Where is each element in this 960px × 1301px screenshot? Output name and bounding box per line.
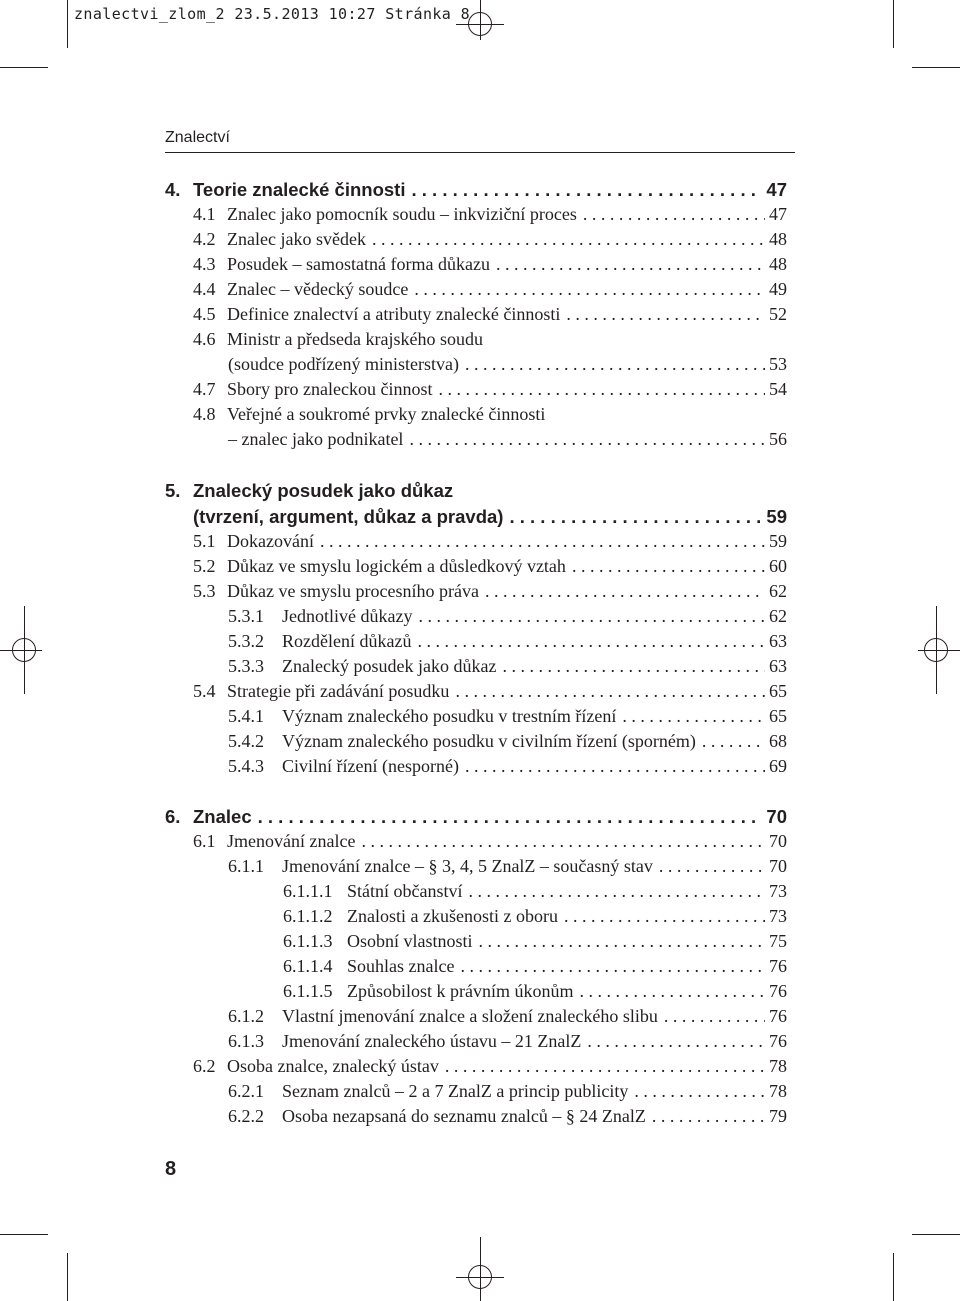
toc-title: Význam znaleckého posudku v civilním řízení (sporném) <box>282 731 696 751</box>
toc-number: 4.2 <box>193 229 216 249</box>
toc-page: 75 <box>769 931 787 951</box>
toc-title: Ministr a předseda krajského soudu <box>227 329 483 349</box>
toc-number: 6.1.1 <box>228 856 264 876</box>
toc-number: 6.1.1.4 <box>283 956 333 976</box>
toc-page: 65 <box>769 706 787 726</box>
crop-mark-bottom-right-h <box>912 1234 960 1235</box>
toc-number: 5.4.2 <box>228 731 264 751</box>
toc-page: 78 <box>769 1056 787 1076</box>
toc-leader <box>646 1104 765 1129</box>
toc-title: Znalec <box>193 806 252 827</box>
toc-page: 68 <box>769 731 787 751</box>
toc-title: Znalec – vědecký soudce <box>227 279 409 299</box>
toc-leader <box>574 979 766 1004</box>
toc-entry-4-2 <box>193 227 787 252</box>
toc-page: 73 <box>769 881 787 901</box>
toc-page: 76 <box>769 981 787 1001</box>
toc-leader <box>405 177 762 202</box>
toc-title: Veřejné a soukromé prvky znalecké činnosti <box>227 404 546 424</box>
toc-page: 47 <box>769 204 787 224</box>
toc-page: 54 <box>769 379 787 399</box>
toc-title: Jmenování znalce <box>227 831 356 851</box>
toc-leader <box>479 579 765 604</box>
toc-leader <box>503 504 762 529</box>
toc-chapter-5-line2 <box>193 504 787 529</box>
toc-number: 4.6 <box>193 329 216 349</box>
toc-leader <box>408 277 765 302</box>
toc-chapter-4 <box>165 177 787 202</box>
crop-mark-bottom-left-h <box>0 1234 48 1235</box>
toc-title: (soudce podřízený ministerstva) <box>228 354 459 374</box>
toc-number: 5. <box>165 480 181 501</box>
toc-leader <box>432 377 765 402</box>
toc-number: 4.5 <box>193 304 216 324</box>
toc-entry-4-5 <box>193 302 787 327</box>
toc-title: Znalec jako svědek <box>227 229 366 249</box>
toc-leader <box>473 929 765 954</box>
toc-entry-4-7 <box>193 377 787 402</box>
toc-number: 6.1.2 <box>228 1006 264 1026</box>
toc-page: 59 <box>769 531 787 551</box>
toc-page: 70 <box>769 856 787 876</box>
toc-title: Státní občanství <box>347 881 463 901</box>
toc-leader <box>314 529 765 554</box>
toc-entry-4-3 <box>193 252 787 277</box>
toc-entry-5-4-2 <box>228 729 787 754</box>
toc-title: – znalec jako podnikatel <box>228 429 404 449</box>
toc-title: Způsobilost k právním úkonům <box>347 981 574 1001</box>
crop-mark-bottom-left-v <box>67 1253 68 1301</box>
toc-title: Jednotlivé důkazy <box>282 606 413 626</box>
toc-number: 5.3 <box>193 581 216 601</box>
toc-page: 69 <box>769 756 787 776</box>
toc-page: 52 <box>769 304 787 324</box>
toc-number: 5.1 <box>193 531 216 551</box>
toc-chapter-5-line1 <box>165 478 787 503</box>
toc-title: Dokazování <box>227 531 314 551</box>
toc-entry-5-3-3 <box>228 654 787 679</box>
toc-leader <box>412 604 765 629</box>
toc-title: Definice znalectví a atributy znalecké činnosti <box>227 304 561 324</box>
toc-title: Vlastní jmenování znalce a složení znaleckého slibu <box>282 1006 658 1026</box>
toc-leader <box>490 252 765 277</box>
toc-entry-5-3-1 <box>228 604 787 629</box>
toc-leader <box>558 904 765 929</box>
crop-mark-top-left-h <box>0 67 48 68</box>
toc-number: 5.4.3 <box>228 756 264 776</box>
crop-mark-top-right-h <box>912 67 960 68</box>
toc-title: Posudek – samostatná forma důkazu <box>227 254 490 274</box>
toc-number: 6.1.3 <box>228 1031 264 1051</box>
toc-title: Důkaz ve smyslu logickém a důsledkový vztah <box>227 556 566 576</box>
toc-entry-5-3 <box>193 579 787 604</box>
toc-leader <box>628 1079 765 1104</box>
toc-number: 6.1.1.5 <box>283 981 333 1001</box>
toc-title: Znalecký posudek jako důkaz <box>282 656 497 676</box>
toc-number: 4.1 <box>193 204 216 224</box>
toc-title: Civilní řízení (nesporné) <box>282 756 459 776</box>
toc-number: 5.4 <box>193 681 216 701</box>
toc-number: 6.1.1.3 <box>283 931 333 951</box>
toc-number: 5.3.1 <box>228 606 264 626</box>
toc-title: (tvrzení, argument, důkaz a pravda) <box>193 506 504 527</box>
toc-entry-4-1 <box>193 202 787 227</box>
toc-title: Osoba nezapsaná do seznamu znalců – § 24 ZnalZ <box>282 1106 646 1126</box>
toc-page: 65 <box>769 681 787 701</box>
toc-leader <box>454 954 765 979</box>
toc-title: Teorie znalecké činnosti <box>193 179 406 200</box>
toc-leader <box>449 679 765 704</box>
toc-entry-4-8-line1 <box>193 402 787 427</box>
toc-entry-5-4-3 <box>228 754 787 779</box>
toc-leader <box>581 1029 765 1054</box>
toc-number: 6.1.1.2 <box>283 906 333 926</box>
toc-leader <box>566 554 765 579</box>
toc-page: 70 <box>769 831 787 851</box>
toc-entry-6-1-1-4 <box>283 954 787 979</box>
toc-entry-6-2 <box>193 1054 787 1079</box>
toc-chapter-6 <box>165 804 787 829</box>
toc-page: 63 <box>769 656 787 676</box>
toc-page: 49 <box>769 279 787 299</box>
toc-entry-5-4-1 <box>228 704 787 729</box>
toc-entry-4-6-line1 <box>193 327 787 352</box>
toc-page: 62 <box>769 581 787 601</box>
toc-leader <box>252 804 763 829</box>
toc-title: Znalec jako pomocník soudu – inkviziční proces <box>227 204 577 224</box>
toc-entry-6-1-1-1 <box>283 879 787 904</box>
toc-number: 4.3 <box>193 254 216 274</box>
toc-leader <box>439 1054 765 1079</box>
toc-page: 70 <box>766 806 787 827</box>
toc-leader <box>653 854 765 879</box>
toc-title: Osoba znalce, znalecký ústav <box>227 1056 439 1076</box>
toc-number: 5.3.3 <box>228 656 264 676</box>
toc-number: 4.4 <box>193 279 216 299</box>
crop-mark-top-left-v <box>67 0 68 48</box>
toc-page: 53 <box>769 354 787 374</box>
toc-title: Osobní vlastnosti <box>347 931 473 951</box>
toc-title: Souhlas znalce <box>347 956 455 976</box>
running-head: Znalectví <box>165 129 230 146</box>
toc-leader <box>496 654 765 679</box>
toc-leader <box>463 879 766 904</box>
toc-leader <box>411 629 765 654</box>
toc-page: 48 <box>769 229 787 249</box>
toc-leader <box>577 202 765 227</box>
toc-number: 4.7 <box>193 379 216 399</box>
toc-number: 4.8 <box>193 404 216 424</box>
toc-page: 47 <box>766 179 787 200</box>
toc-number: 5.3.2 <box>228 631 264 651</box>
toc-number: 6.2.1 <box>228 1081 264 1101</box>
toc-entry-6-1-3 <box>228 1029 787 1054</box>
toc-number: 4. <box>165 179 181 200</box>
toc-leader <box>459 352 765 377</box>
toc-leader <box>355 829 765 854</box>
toc-number: 6. <box>165 806 181 827</box>
toc-title: Jmenování znaleckého ústavu – 21 ZnalZ <box>282 1031 582 1051</box>
toc-entry-4-4 <box>193 277 787 302</box>
toc-page: 76 <box>769 1031 787 1051</box>
toc-page: 60 <box>769 556 787 576</box>
toc-leader <box>403 427 765 452</box>
toc-entry-6-1-1 <box>228 854 787 879</box>
toc-entry-6-2-1 <box>228 1079 787 1104</box>
toc-entry-6-1-2 <box>228 1004 787 1029</box>
toc-page: 76 <box>769 1006 787 1026</box>
toc-entry-6-1-1-3 <box>283 929 787 954</box>
toc-page: 48 <box>769 254 787 274</box>
toc-entry-5-1 <box>193 529 787 554</box>
toc-entry-4-6-line2 <box>228 352 787 377</box>
toc-page: 63 <box>769 631 787 651</box>
toc-entry-5-2 <box>193 554 787 579</box>
toc-entry-6-1-1-2 <box>283 904 787 929</box>
toc-title: Důkaz ve smyslu procesního práva <box>227 581 479 601</box>
toc-page: 78 <box>769 1081 787 1101</box>
crop-mark-top-right-v <box>893 0 894 48</box>
toc-number: 6.1.1.1 <box>283 881 333 901</box>
toc-number: 5.4.1 <box>228 706 264 726</box>
toc-leader <box>696 729 765 754</box>
toc-leader <box>459 754 765 779</box>
toc-title: Znalosti a zkušenosti z oboru <box>347 906 558 926</box>
toc-number: 6.2 <box>193 1056 216 1076</box>
toc-page: 79 <box>769 1106 787 1126</box>
toc-entry-4-8-line2 <box>228 427 787 452</box>
toc-page: 62 <box>769 606 787 626</box>
toc-leader <box>560 302 765 327</box>
toc-page: 56 <box>769 429 787 449</box>
toc-page: 73 <box>769 906 787 926</box>
toc-entry-6-1-1-5 <box>283 979 787 1004</box>
toc-title: Rozdělení důkazů <box>282 631 412 651</box>
toc-number: 5.2 <box>193 556 216 576</box>
toc-entry-5-3-2 <box>228 629 787 654</box>
toc-leader <box>616 704 765 729</box>
toc-entry-6-1 <box>193 829 787 854</box>
toc-number: 6.2.2 <box>228 1106 264 1126</box>
header-rule <box>165 152 795 153</box>
toc-entry-5-4 <box>193 679 787 704</box>
toc-title: Význam znaleckého posudku v trestním řízení <box>282 706 617 726</box>
toc-entry-6-2-2 <box>228 1104 787 1129</box>
toc-title: Seznam znalců – 2 a 7 ZnalZ a princip publicity <box>282 1081 629 1101</box>
toc-page: 76 <box>769 956 787 976</box>
print-slug: znalectvi_zlom_2 23.5.2013 10:27 Stránka 8 <box>74 5 471 23</box>
toc-title: Jmenování znalce – § 3, 4, 5 ZnalZ – současný stav <box>282 856 653 876</box>
toc-leader <box>658 1004 765 1029</box>
page-number: 8 <box>165 1158 177 1180</box>
crop-mark-bottom-right-v <box>893 1253 894 1301</box>
toc-page: 59 <box>766 506 787 527</box>
toc-leader <box>366 227 765 252</box>
toc-number: 6.1 <box>193 831 216 851</box>
toc-title: Sbory pro znaleckou činnost <box>227 379 433 399</box>
toc-title: Strategie při zadávání posudku <box>227 681 450 701</box>
toc-title: Znalecký posudek jako důkaz <box>193 480 454 501</box>
